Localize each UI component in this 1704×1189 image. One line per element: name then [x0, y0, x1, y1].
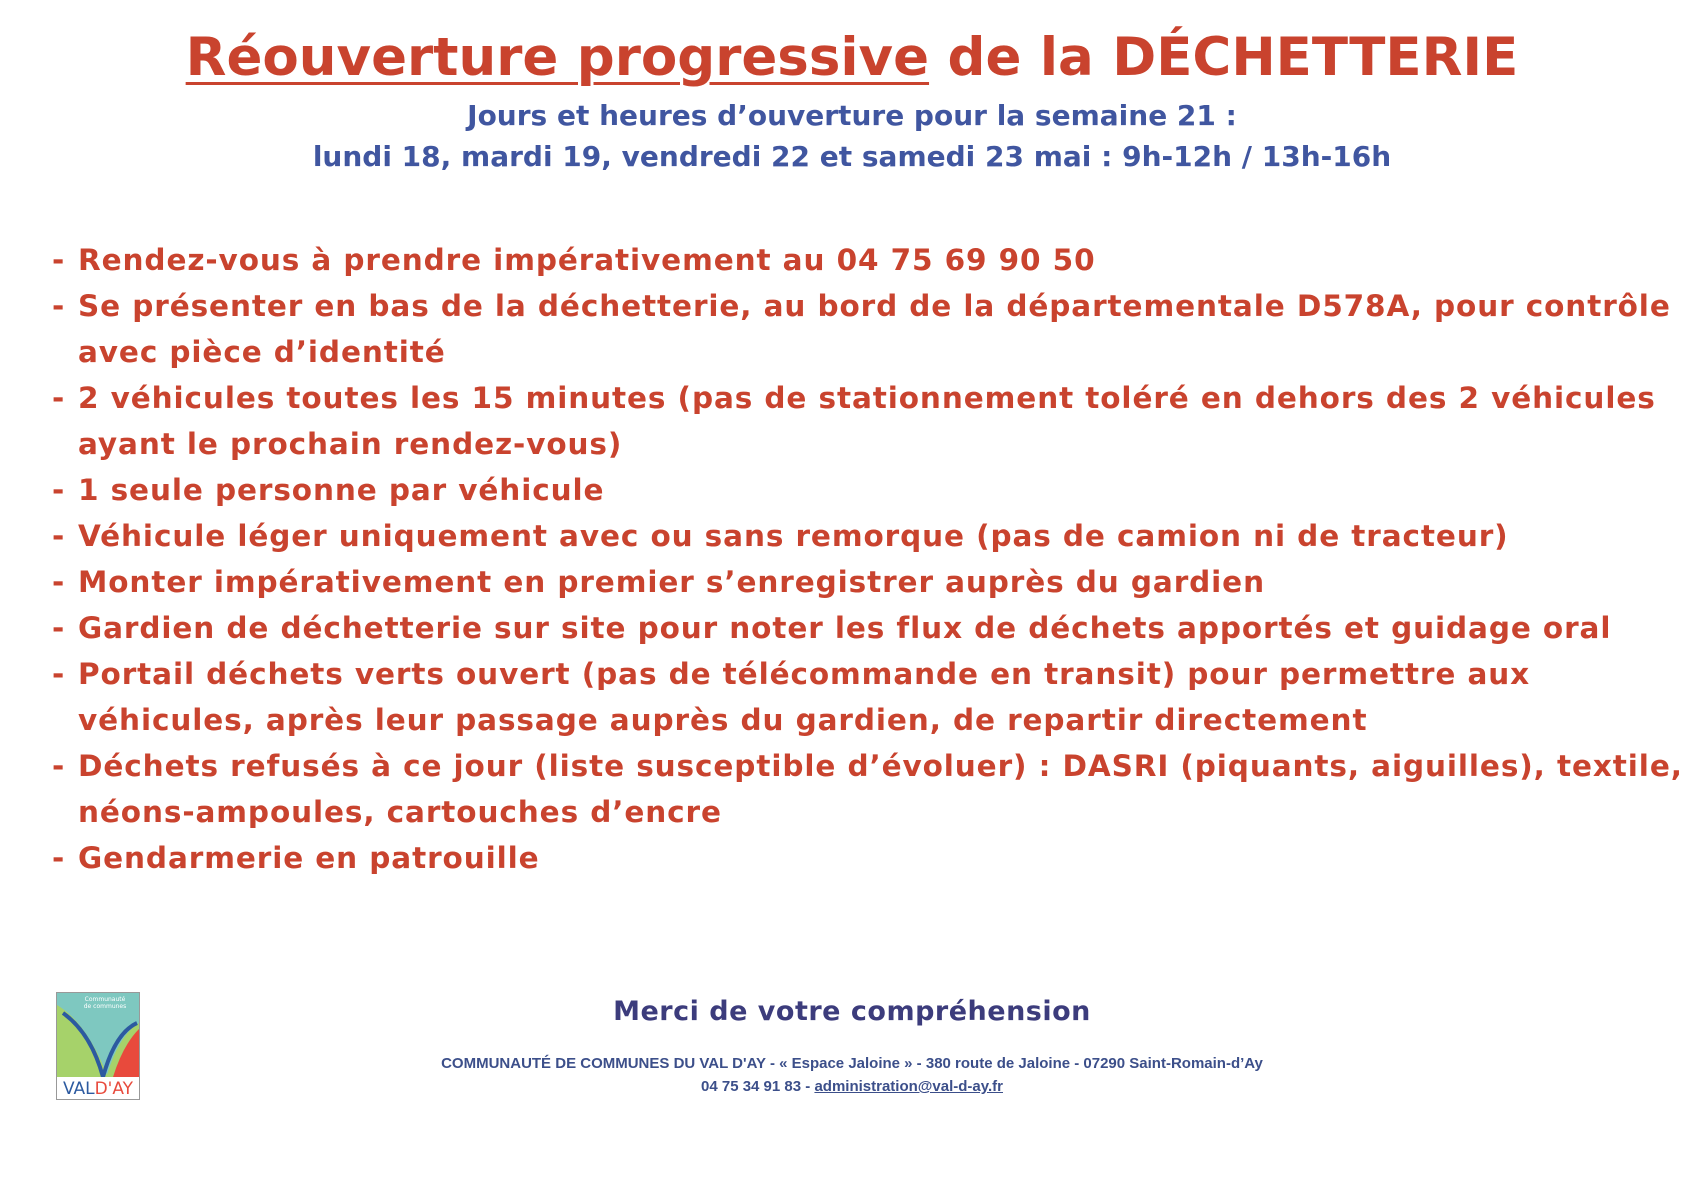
bullet-dash: -	[52, 657, 66, 691]
logo-text-communes: de communes	[83, 1003, 127, 1010]
rule-item	[52, 375, 1692, 467]
bullet-dash: -	[52, 749, 66, 783]
rule-item	[52, 559, 1692, 605]
footer-phone: 04 75 34 91 83 -	[701, 1078, 815, 1095]
bullet-dash: -	[52, 243, 66, 277]
footer-contact	[0, 1078, 1704, 1095]
thanks-message: Merci de votre compréhension	[613, 996, 1091, 1027]
rule-text: Gardien de déchetterie sur site pour noter les flux de déchets apportés et guidage oral	[78, 611, 1612, 645]
bullet-dash: -	[52, 519, 66, 553]
rule-item	[52, 605, 1692, 651]
opening-days-schedule: lundi 18, mardi 19, vendredi 22 et samedi 23 mai : 9h-12h / 13h-16h	[312, 140, 1392, 173]
rules-list	[52, 237, 1692, 881]
logo-name-day: D'AY	[94, 1079, 134, 1099]
rule-text: Véhicule léger uniquement avec ou sans remorque (pas de camion ni de tracteur)	[78, 519, 1509, 553]
rule-text: Déchets refusés à ce jour (liste susceptible d’évoluer) : DASRI (piquants, aiguilles), textile, néons-ampoules, cartouches d’encre	[78, 749, 1683, 829]
rule-text: Gendarmerie en patrouille	[78, 841, 540, 875]
rule-text: Rendez-vous à prendre impérativement au 04 75 69 90 50	[78, 243, 1096, 277]
opening-days-heading: Jours et heures d’ouverture pour la semaine 21 :	[467, 99, 1237, 132]
rule-item	[52, 651, 1692, 743]
rule-text: 1 seule personne par véhicule	[78, 473, 605, 507]
title-rest: de la DÉCHETTERIE	[947, 27, 1519, 88]
logo-name-val: VAL	[62, 1079, 95, 1099]
page-title	[0, 26, 1704, 90]
rule-item	[52, 513, 1692, 559]
title-highlight: Réouverture progressive	[185, 27, 930, 88]
rule-text: Portail déchets verts ouvert (pas de télécommande en transit) pour permettre aux véhicules, après leur passage auprès du gardien, de repartir directement	[78, 657, 1531, 737]
bullet-dash: -	[52, 289, 66, 323]
bullet-dash: -	[52, 381, 66, 415]
bullet-dash: -	[52, 473, 66, 507]
rule-item	[52, 237, 1692, 283]
rule-text: Monter impérativement en premier s’enregistrer auprès du gardien	[78, 565, 1265, 599]
rule-item	[52, 283, 1692, 375]
rule-item	[52, 835, 1692, 881]
footer-address: COMMUNAUTÉ DE COMMUNES DU VAL D'AY - « Espace Jaloine » - 380 route de Jaloine - 07290 Saint-Romain-d’Ay	[441, 1055, 1263, 1072]
rule-item	[52, 743, 1692, 835]
bullet-dash: -	[52, 841, 66, 875]
logo-text-communaute: Communauté	[84, 996, 126, 1003]
rule-text: 2 véhicules toutes les 15 minutes (pas de stationnement toléré en dehors des 2 véhicules ayant le prochain rendez-vous)	[78, 381, 1656, 461]
rule-text: Se présenter en bas de la déchetterie, au bord de la départementale D578A, pour contrôle avec pièce d’identité	[78, 289, 1671, 369]
footer-email-link[interactable]: administration@val-d-ay.fr	[814, 1078, 1003, 1095]
bullet-dash: -	[52, 611, 66, 645]
rule-item	[52, 467, 1692, 513]
bullet-dash: -	[52, 565, 66, 599]
